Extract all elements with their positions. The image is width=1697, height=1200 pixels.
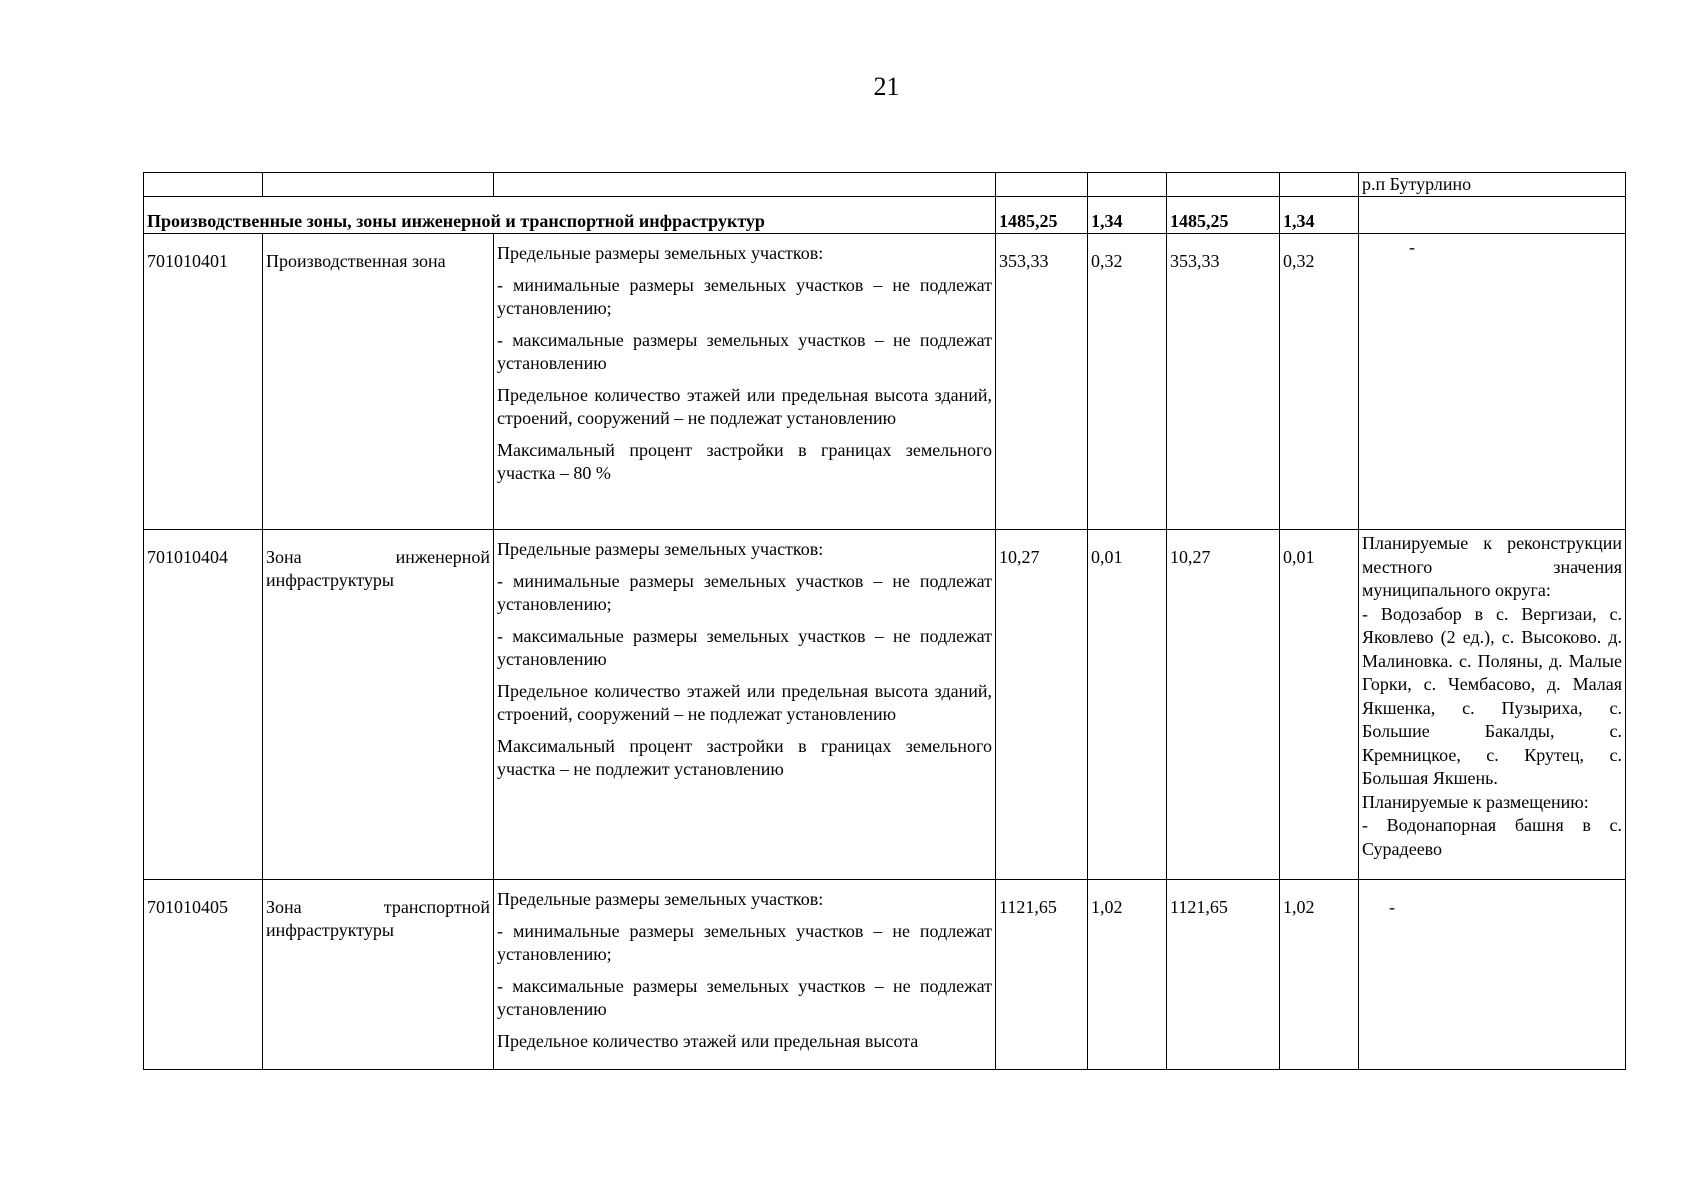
param-line: Максимальный процент застройки в границах земельного участка – 80 %	[497, 440, 992, 483]
zone-parameters	[494, 530, 996, 880]
param-line: - максимальные размеры земельных участков – не подлежат установлению	[497, 976, 992, 1019]
summary-value-2: 1,34	[1088, 197, 1167, 234]
zone-name: Зона инженерной инфраструктуры	[263, 530, 494, 880]
param-line: - минимальные размеры земельных участков – не подлежат установлению;	[497, 571, 992, 614]
summary-row	[144, 197, 1626, 234]
table-row	[144, 234, 1626, 530]
param-line: Предельное количество этажей или предельная высота зданий, строений, сооружений – не подлежат установлению	[497, 681, 992, 724]
header-cell-empty	[144, 173, 263, 197]
area-value-4: 1,02	[1280, 880, 1359, 1070]
zone-parameters	[494, 234, 996, 530]
zone-name: Производственная зона	[263, 234, 494, 530]
param-line: - минимальные размеры земельных участков – не подлежат установлению;	[497, 275, 992, 318]
area-value-3: 1121,65	[1167, 880, 1280, 1070]
param-line: - минимальные размеры земельных участков – не подлежат установлению;	[497, 921, 992, 964]
zone-code: 701010405	[144, 880, 263, 1070]
summary-value-3: 1485,25	[1167, 197, 1280, 234]
summary-notes-empty	[1359, 197, 1626, 234]
area-value-1: 1121,65	[996, 880, 1088, 1070]
param-line: Предельное количество этажей или предельная высота	[497, 1031, 919, 1051]
area-value-1: 353,33	[996, 234, 1088, 530]
param-line: Предельные размеры земельных участков:	[497, 539, 824, 559]
summary-value-1: 1485,25	[996, 197, 1088, 234]
zone-notes: -	[1359, 880, 1626, 1070]
area-value-2: 0,01	[1088, 530, 1167, 880]
param-line: - максимальные размеры земельных участков – не подлежат установлению	[497, 330, 992, 373]
area-value-2: 0,32	[1088, 234, 1167, 530]
summary-label: Производственные зоны, зоны инженерной и транспортной инфраструктур	[144, 197, 996, 234]
param-line: - максимальные размеры земельных участков – не подлежат установлению	[497, 626, 992, 669]
area-value-4: 0,01	[1280, 530, 1359, 880]
area-value-3: 10,27	[1167, 530, 1280, 880]
note-line: Планируемые к реконструкции местного значения муниципального округа:	[1362, 533, 1622, 600]
header-location: р.п Бутурлино	[1359, 173, 1626, 197]
table-row	[144, 880, 1626, 1070]
summary-value-4: 1,34	[1280, 197, 1359, 234]
page-number: 21	[873, 72, 900, 101]
zone-code: 701010401	[144, 234, 263, 530]
note-line: Планируемые к размещению:	[1362, 791, 1589, 812]
zone-code: 701010404	[144, 530, 263, 880]
area-value-2: 1,02	[1088, 880, 1167, 1070]
note-line: - Водозабор в с. Вергизаи, с. Яковлево (2 ед.), с. Высоково. д. Малиновка. с. Поляны, д. Малые Горки, с. Чембасово, д. Малая Якшенка, с. Пузыриха, с. Большие Бакалды, с. Кремницкое, с. Крутец, с. Большая Якшень.	[1362, 603, 1622, 788]
zones-table	[143, 172, 1626, 1070]
note-line: - Водонапорная башня в с. Сурадеево	[1362, 815, 1622, 859]
table-header-row	[144, 173, 1626, 197]
param-line: Предельное количество этажей или предельная высота зданий, строений, сооружений – не подлежат установлению	[497, 385, 992, 428]
param-line: Предельные размеры земельных участков:	[497, 243, 824, 263]
area-value-3: 353,33	[1167, 234, 1280, 530]
area-value-1: 10,27	[996, 530, 1088, 880]
area-value-4: 0,32	[1280, 234, 1359, 530]
table-row	[144, 530, 1626, 880]
zone-parameters	[494, 880, 996, 1070]
zone-notes	[1359, 530, 1626, 880]
zone-notes: -	[1359, 234, 1626, 530]
zone-name: Зона транспортной инфраструктуры	[263, 880, 494, 1070]
header-cell-empty	[1167, 173, 1280, 197]
header-cell-empty	[1088, 173, 1167, 197]
param-line: Максимальный процент застройки в границах земельного участка – не подлежит установлению	[497, 736, 992, 779]
header-cell-empty	[263, 173, 494, 197]
header-cell-empty	[494, 173, 996, 197]
param-line: Предельные размеры земельных участков:	[497, 889, 824, 909]
header-cell-empty	[1280, 173, 1359, 197]
header-cell-empty	[996, 173, 1088, 197]
